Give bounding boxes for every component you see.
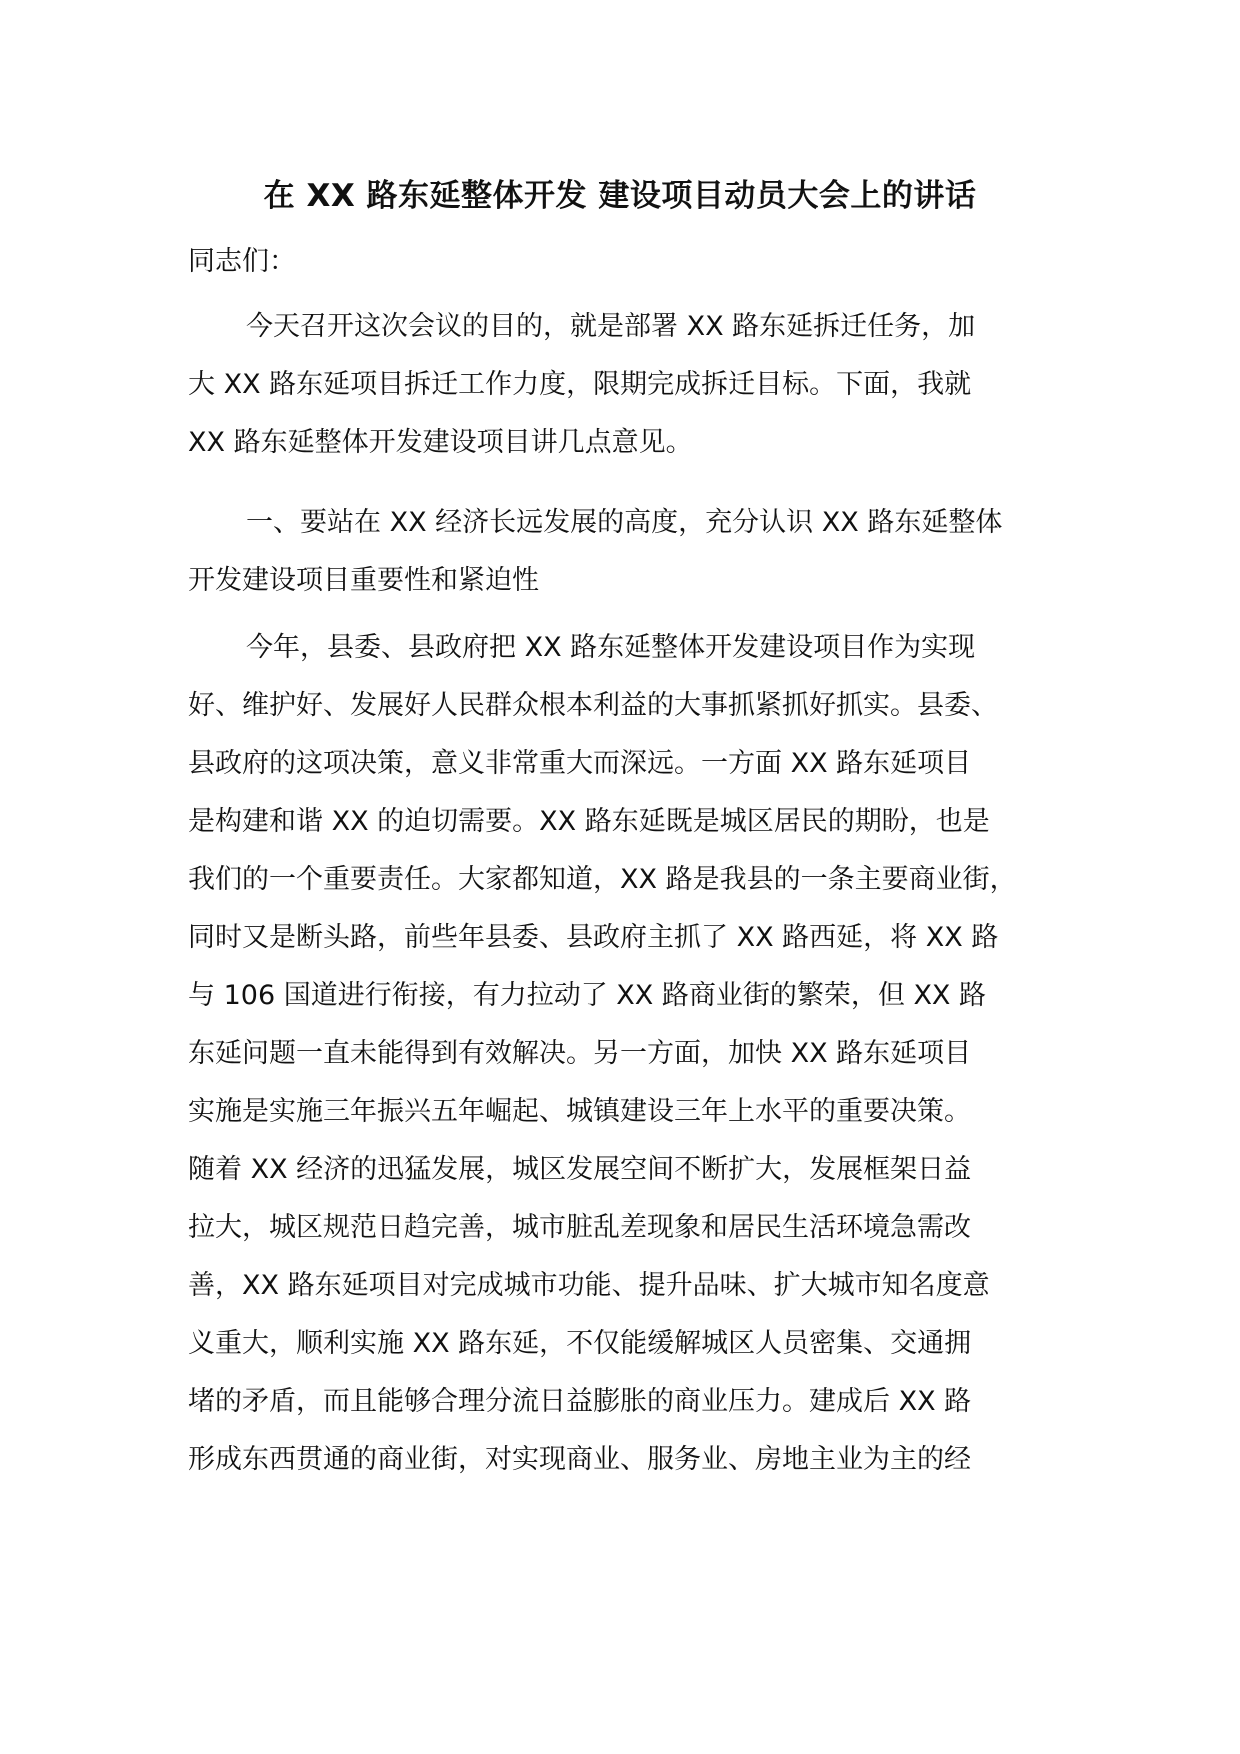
- body-line: 随着 XX 经济的迅猛发展，城区发展空间不断扩大，发展框架日益: [188, 1154, 972, 1185]
- section-heading-line: 一、要站在 XX 经济长远发展的高度，充分认识 XX 路东延整体: [246, 507, 1003, 538]
- greeting: 同志们：: [188, 246, 296, 277]
- body-line: 实施是实施三年振兴五年崛起、城镇建设三年上水平的重要决策。: [188, 1096, 971, 1127]
- document-title: 在 XX 路东延整体开发 建设项目动员大会上的讲话: [263, 178, 977, 214]
- body-line: 义重大，顺利实施 XX 路东延，不仅能缓解城区人员密集、交通拥: [188, 1328, 972, 1359]
- body-line: 大 XX 路东延项目拆迁工作力度，限期完成拆迁目标。下面，我就: [188, 369, 972, 400]
- body-line: 东延问题一直未能得到有效解决。另一方面，加快 XX 路东延项目: [188, 1038, 972, 1069]
- body-line: 堵的矛盾，而且能够合理分流日益膨胀的商业压力。建成后 XX 路: [188, 1386, 972, 1417]
- body-line: 拉大，城区规范日趋完善，城市脏乱差现象和居民生活环境急需改: [188, 1212, 971, 1243]
- section-heading-line: 开发建设项目重要性和紧迫性: [188, 565, 539, 596]
- body-line: 与 106 国道进行衔接，有力拉动了 XX 路商业街的繁荣，但 XX 路: [188, 980, 987, 1011]
- body-line: 我们的一个重要责任。大家都知道，XX 路是我县的一条主要商业街，: [188, 864, 1017, 895]
- body-line: 县政府的这项决策，意义非常重大而深远。一方面 XX 路东延项目: [188, 748, 972, 779]
- body-line: 是构建和谐 XX 的迫切需要。XX 路东延既是城区居民的期盼，也是: [188, 806, 990, 837]
- body-line: XX 路东延整体开发建设项目讲几点意见。: [188, 427, 693, 458]
- body-line: 善，XX 路东延项目对完成城市功能、提升品味、扩大城市知名度意: [188, 1270, 990, 1301]
- body-line: 同时又是断头路，前些年县委、县政府主抓了 XX 路西延，将 XX 路: [188, 922, 999, 953]
- body-line: 形成东西贯通的商业街，对实现商业、服务业、房地主业为主的经: [188, 1444, 971, 1475]
- body-line: 今天召开这次会议的目的，就是部署 XX 路东延拆迁任务，加: [246, 311, 976, 342]
- body-line: 好、维护好、发展好人民群众根本利益的大事抓紧抓好抓实。县委、: [188, 690, 998, 721]
- body-line: 今年，县委、县政府把 XX 路东延整体开发建设项目作为实现: [246, 632, 976, 663]
